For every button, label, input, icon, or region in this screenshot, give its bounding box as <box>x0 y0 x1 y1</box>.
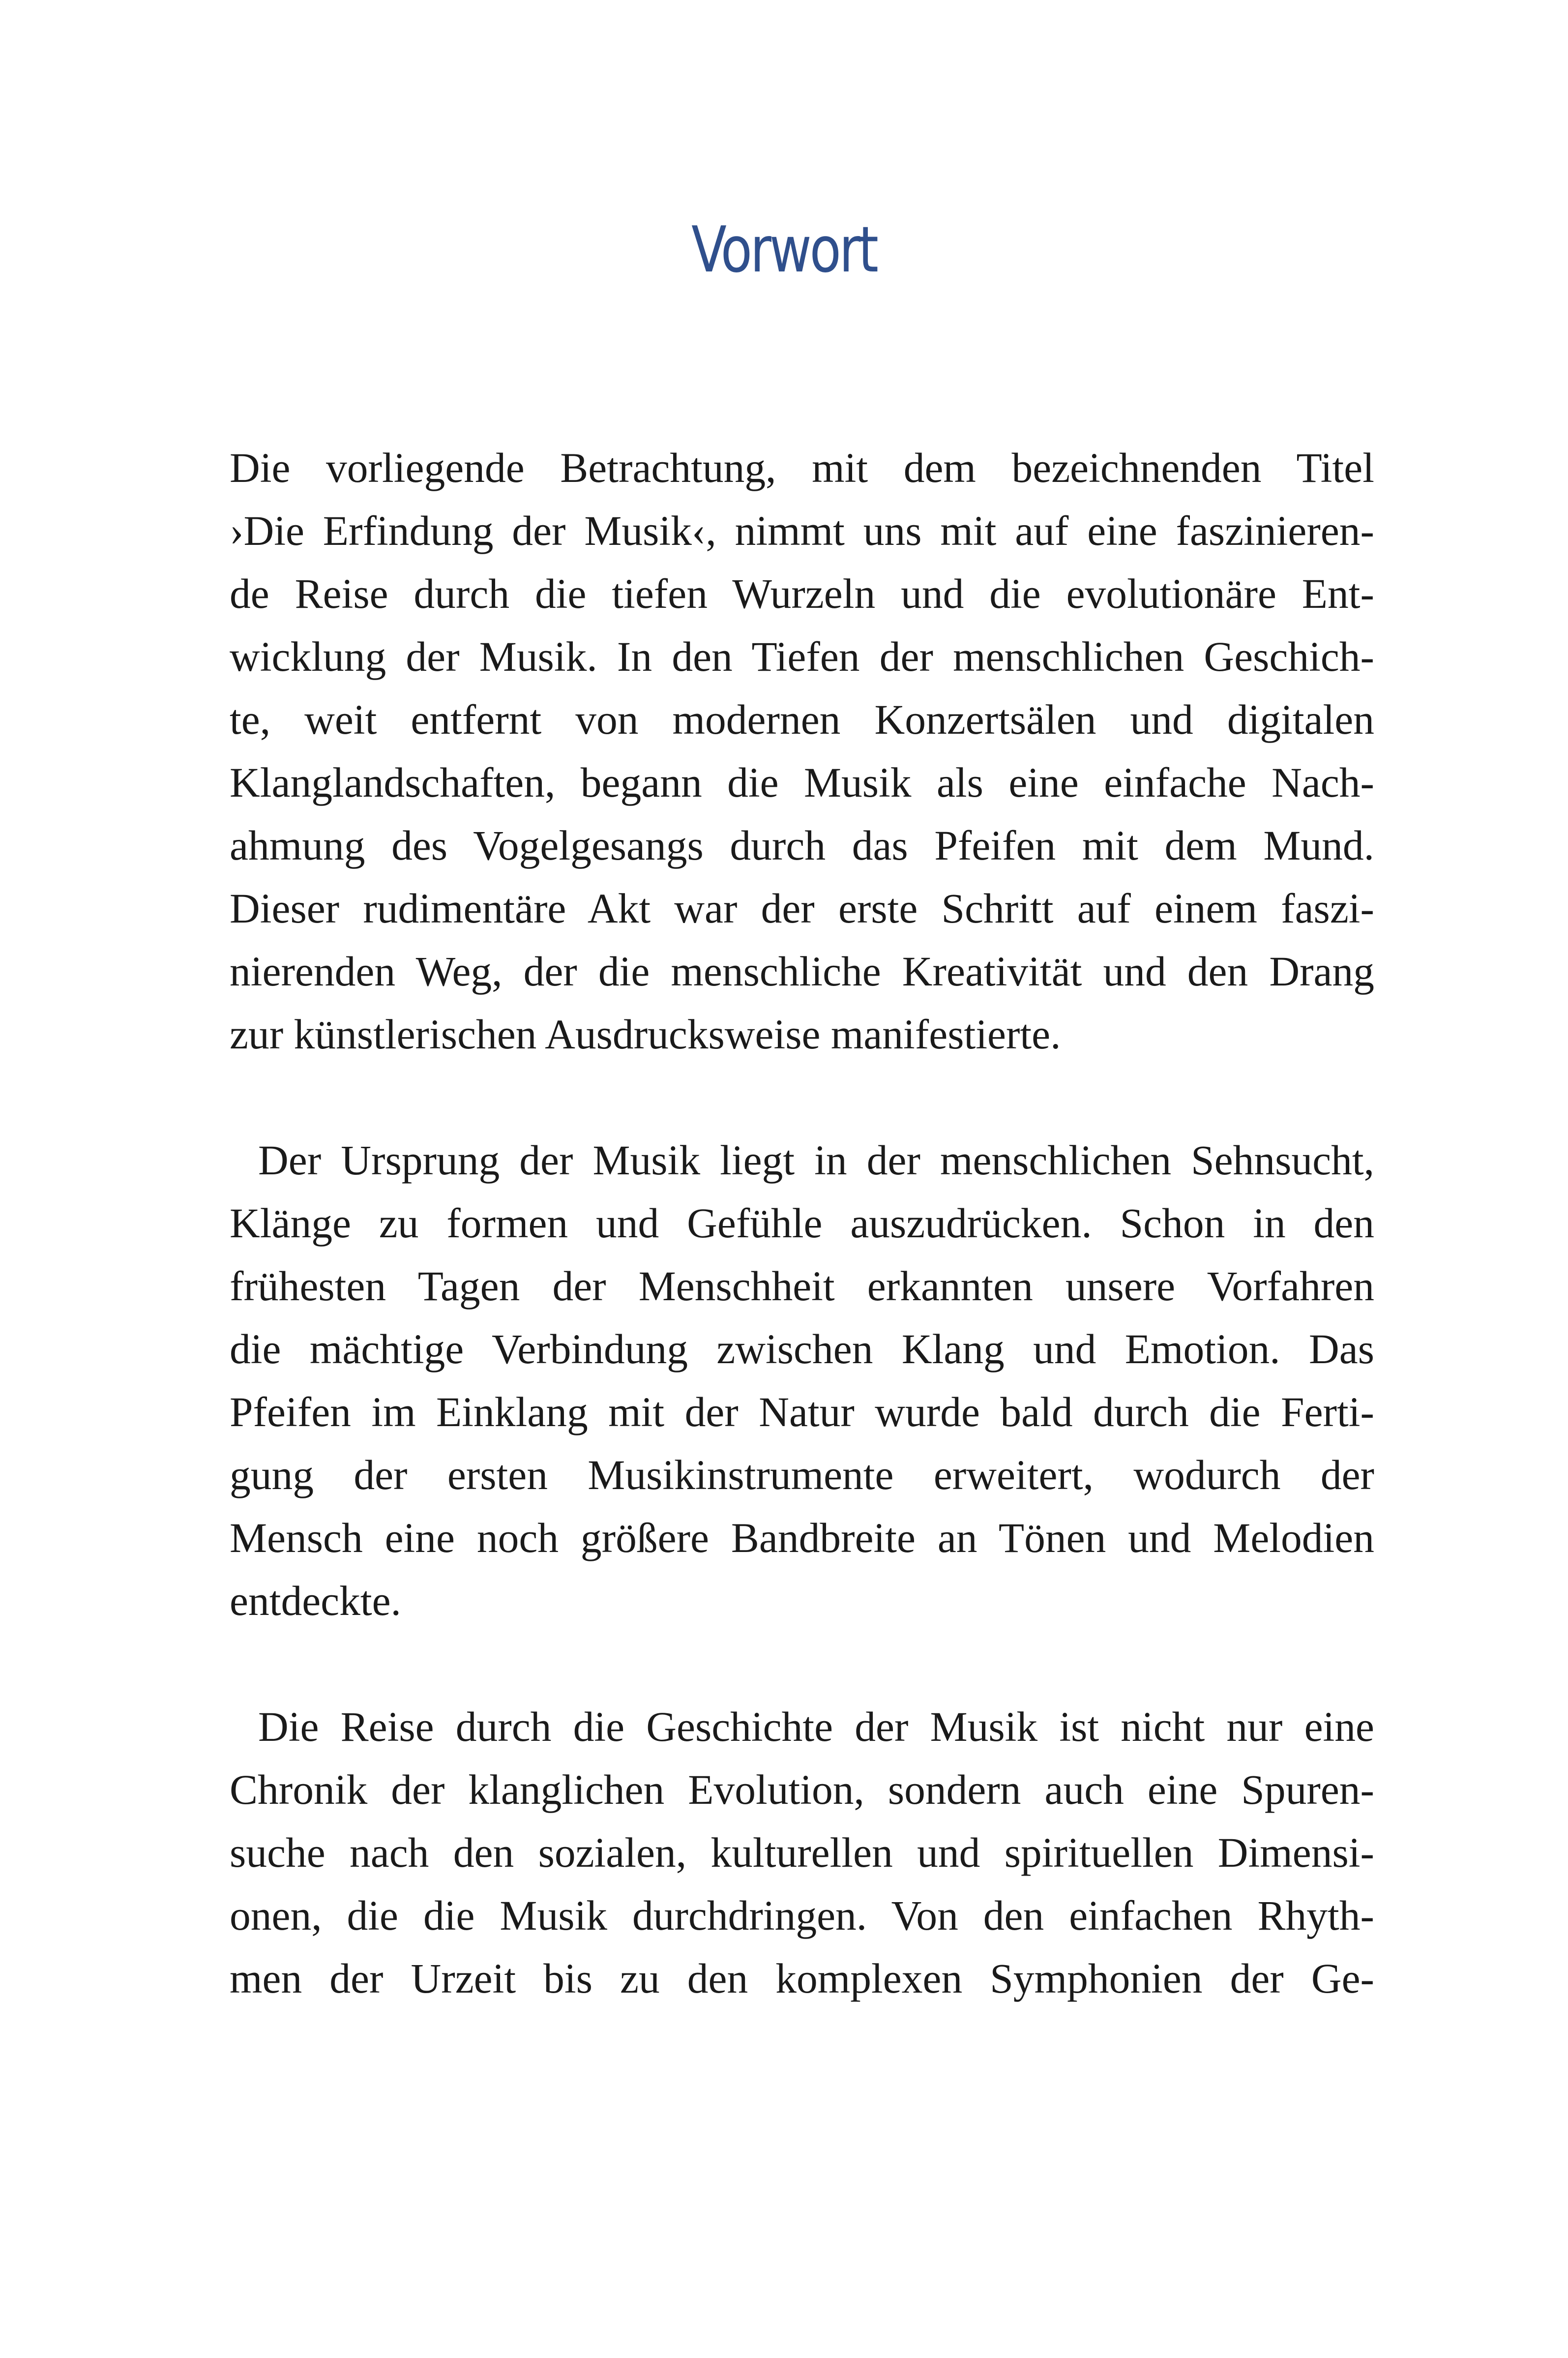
text-line: te, weit entfernt von modernen Konzertsälen und digitalen <box>230 697 1374 743</box>
chapter-title: Vorwort <box>691 213 877 287</box>
text-line: de Reise durch die tiefen Wurzeln und die evolutionäre Ent- <box>230 571 1374 617</box>
paragraph-3 <box>230 1696 1374 2010</box>
text-line: Dieser rudimentäre Akt war der erste Schritt auf einem faszi- <box>230 886 1374 932</box>
text-line: Der Ursprung der Musik liegt in der menschlichen Sehnsucht, <box>258 1137 1374 1184</box>
text-line: Die vorliegende Betrachtung, mit dem bezeichnenden Titel <box>230 445 1374 491</box>
text-line: Mensch eine noch größere Bandbreite an Tönen und Melodien <box>230 1515 1374 1561</box>
chapter-body <box>230 437 1374 2073</box>
text-line: zur künstlerischen Ausdrucksweise manifestierte. <box>230 1012 1061 1058</box>
text-line: nierenden Weg, der die menschliche Kreativität und den Drang <box>230 949 1374 995</box>
text-line: gung der ersten Musikinstrumente erweitert, wodurch der <box>230 1452 1374 1498</box>
text-line: frühesten Tagen der Menschheit erkannten unsere Vorfahren <box>230 1263 1374 1310</box>
paragraph-2 <box>230 1129 1374 1633</box>
text-line: entdeckte. <box>230 1578 401 1624</box>
text-line: ahmung des Vogelgesangs durch das Pfeifen mit dem Mund. <box>230 823 1374 869</box>
text-line: wicklung der Musik. In den Tiefen der menschlichen Geschich- <box>230 634 1374 680</box>
text-line: ›Die Erfindung der Musik‹, nimmt uns mit auf eine faszinieren- <box>230 508 1374 554</box>
text-line: Pfeifen im Einklang mit der Natur wurde bald durch die Ferti- <box>230 1389 1374 1435</box>
text-line: Chronik der klanglichen Evolution, sondern auch eine Spuren- <box>230 1767 1374 1813</box>
text-line: die mächtige Verbindung zwischen Klang und Emotion. Das <box>230 1326 1374 1373</box>
text-line: suche nach den sozialen, kulturellen und spirituellen Dimensi- <box>230 1830 1374 1876</box>
text-line: Klänge zu formen und Gefühle auszudrücken. Schon in den <box>230 1200 1374 1247</box>
text-line: men der Urzeit bis zu den komplexen Symphonien der Ge- <box>230 1956 1374 2002</box>
text-line: onen, die die Musik durchdringen. Von den einfachen Rhyth- <box>230 1893 1374 1939</box>
paragraph-1 <box>230 437 1374 1066</box>
text-line: Klanglandschaften, begann die Musik als eine einfache Nach- <box>230 760 1374 806</box>
text-line: Die Reise durch die Geschichte der Musik ist nicht nur eine <box>258 1704 1374 1750</box>
